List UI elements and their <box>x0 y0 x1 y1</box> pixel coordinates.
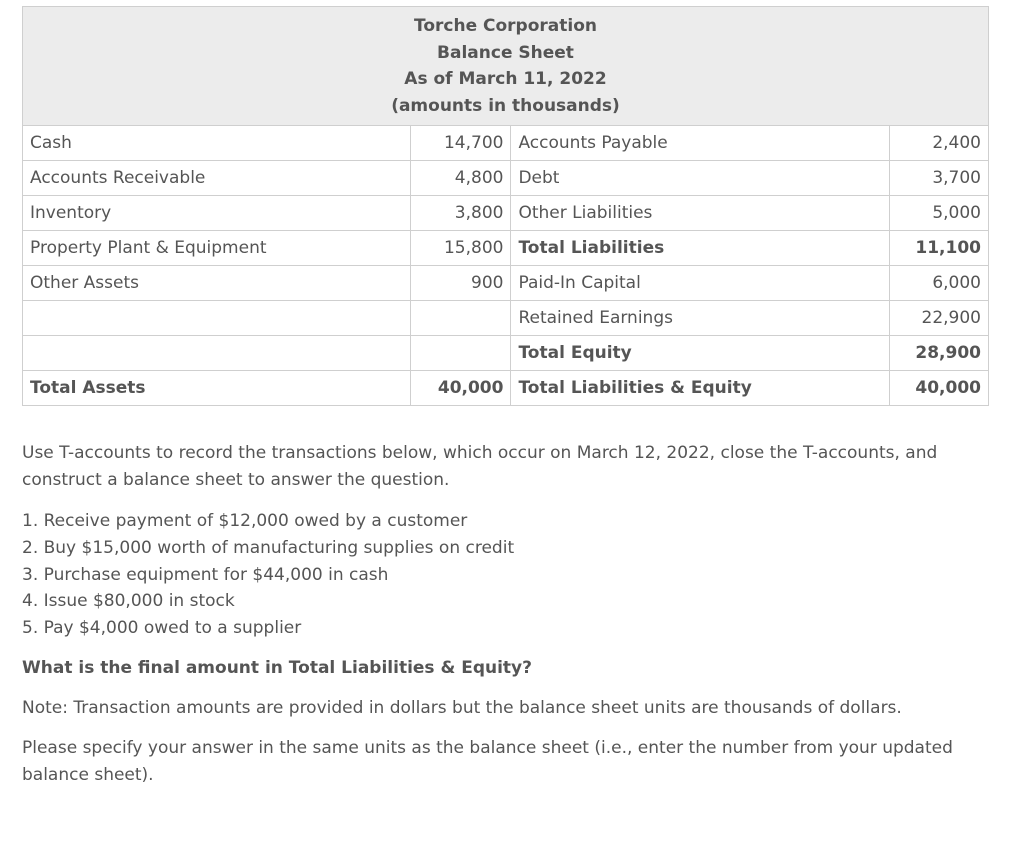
liability-label: Paid-In Capital <box>511 266 890 301</box>
note-text: Note: Transaction amounts are provided in dollars but the balance sheet units are thousands of dollars. <box>22 698 902 718</box>
liability-value: 40,000 <box>890 371 989 406</box>
liability-value: 11,100 <box>890 231 989 266</box>
asset-label: Property Plant & Equipment <box>23 231 411 266</box>
liability-value: 5,000 <box>890 196 989 231</box>
statement-date: As of March 11, 2022 <box>404 69 607 89</box>
liability-label: Total Equity <box>511 336 890 371</box>
asset-label: Inventory <box>23 196 411 231</box>
table-row <box>23 196 989 231</box>
question-text: What is the final amount in Total Liabilities & Equity? <box>22 658 532 678</box>
table-row <box>23 231 989 266</box>
liability-label: Retained Earnings <box>511 301 890 336</box>
balance-sheet-header <box>23 7 989 126</box>
company-name: Torche Corporation <box>413 16 597 36</box>
table-row <box>23 336 989 371</box>
balance-sheet-header-row <box>23 7 989 126</box>
table-row <box>23 266 989 301</box>
statement-title: Balance Sheet <box>437 42 574 63</box>
asset-value: 15,800 <box>410 231 511 266</box>
asset-value: 40,000 <box>410 371 511 406</box>
asset-label <box>23 301 411 336</box>
balance-sheet-table <box>22 6 989 406</box>
liability-label: Other Liabilities <box>511 196 890 231</box>
table-row <box>23 161 989 196</box>
liability-label: Debt <box>511 161 890 196</box>
asset-label <box>23 336 411 371</box>
statement-units: (amounts in thousands) <box>391 95 620 116</box>
list-item: 3. Purchase equipment for $44,000 in cash <box>22 564 389 585</box>
liability-label: Total Liabilities & Equity <box>511 371 890 406</box>
liability-value: 22,900 <box>890 301 989 336</box>
liability-value: 2,400 <box>890 126 989 161</box>
list-item: 2. Buy $15,000 worth of manufacturing supplies on credit <box>22 537 515 558</box>
asset-value: 4,800 <box>410 161 511 196</box>
transaction-list <box>22 508 952 642</box>
asset-value <box>410 301 511 336</box>
liability-label: Accounts Payable <box>511 126 890 161</box>
table-row <box>23 371 989 406</box>
table-row <box>23 126 989 161</box>
table-row <box>23 301 989 336</box>
asset-label: Accounts Receivable <box>23 161 411 196</box>
asset-value: 900 <box>410 266 511 301</box>
asset-value <box>410 336 511 371</box>
asset-label: Cash <box>23 126 411 161</box>
liability-label: Total Liabilities <box>511 231 890 266</box>
intro-text: Use T-accounts to record the transactions below, which occur on March 12, 2022, close the T-accounts, and construct a balance sheet to answer the question. <box>22 443 938 490</box>
asset-label: Other Assets <box>23 266 411 301</box>
list-item: 1. Receive payment of $12,000 owed by a customer <box>22 511 468 531</box>
liability-value: 28,900 <box>890 336 989 371</box>
liability-value: 3,700 <box>890 161 989 196</box>
liability-value: 6,000 <box>890 266 989 301</box>
list-item: 5. Pay $4,000 owed to a supplier <box>22 618 302 639</box>
asset-value: 3,800 <box>410 196 511 231</box>
instruction-text: Please specify your answer in the same units as the balance sheet (i.e., enter the number from your updated balance sheet). <box>22 738 953 785</box>
asset-label: Total Assets <box>23 371 411 406</box>
asset-value: 14,700 <box>410 126 511 161</box>
list-item: 4. Issue $80,000 in stock <box>22 591 235 612</box>
